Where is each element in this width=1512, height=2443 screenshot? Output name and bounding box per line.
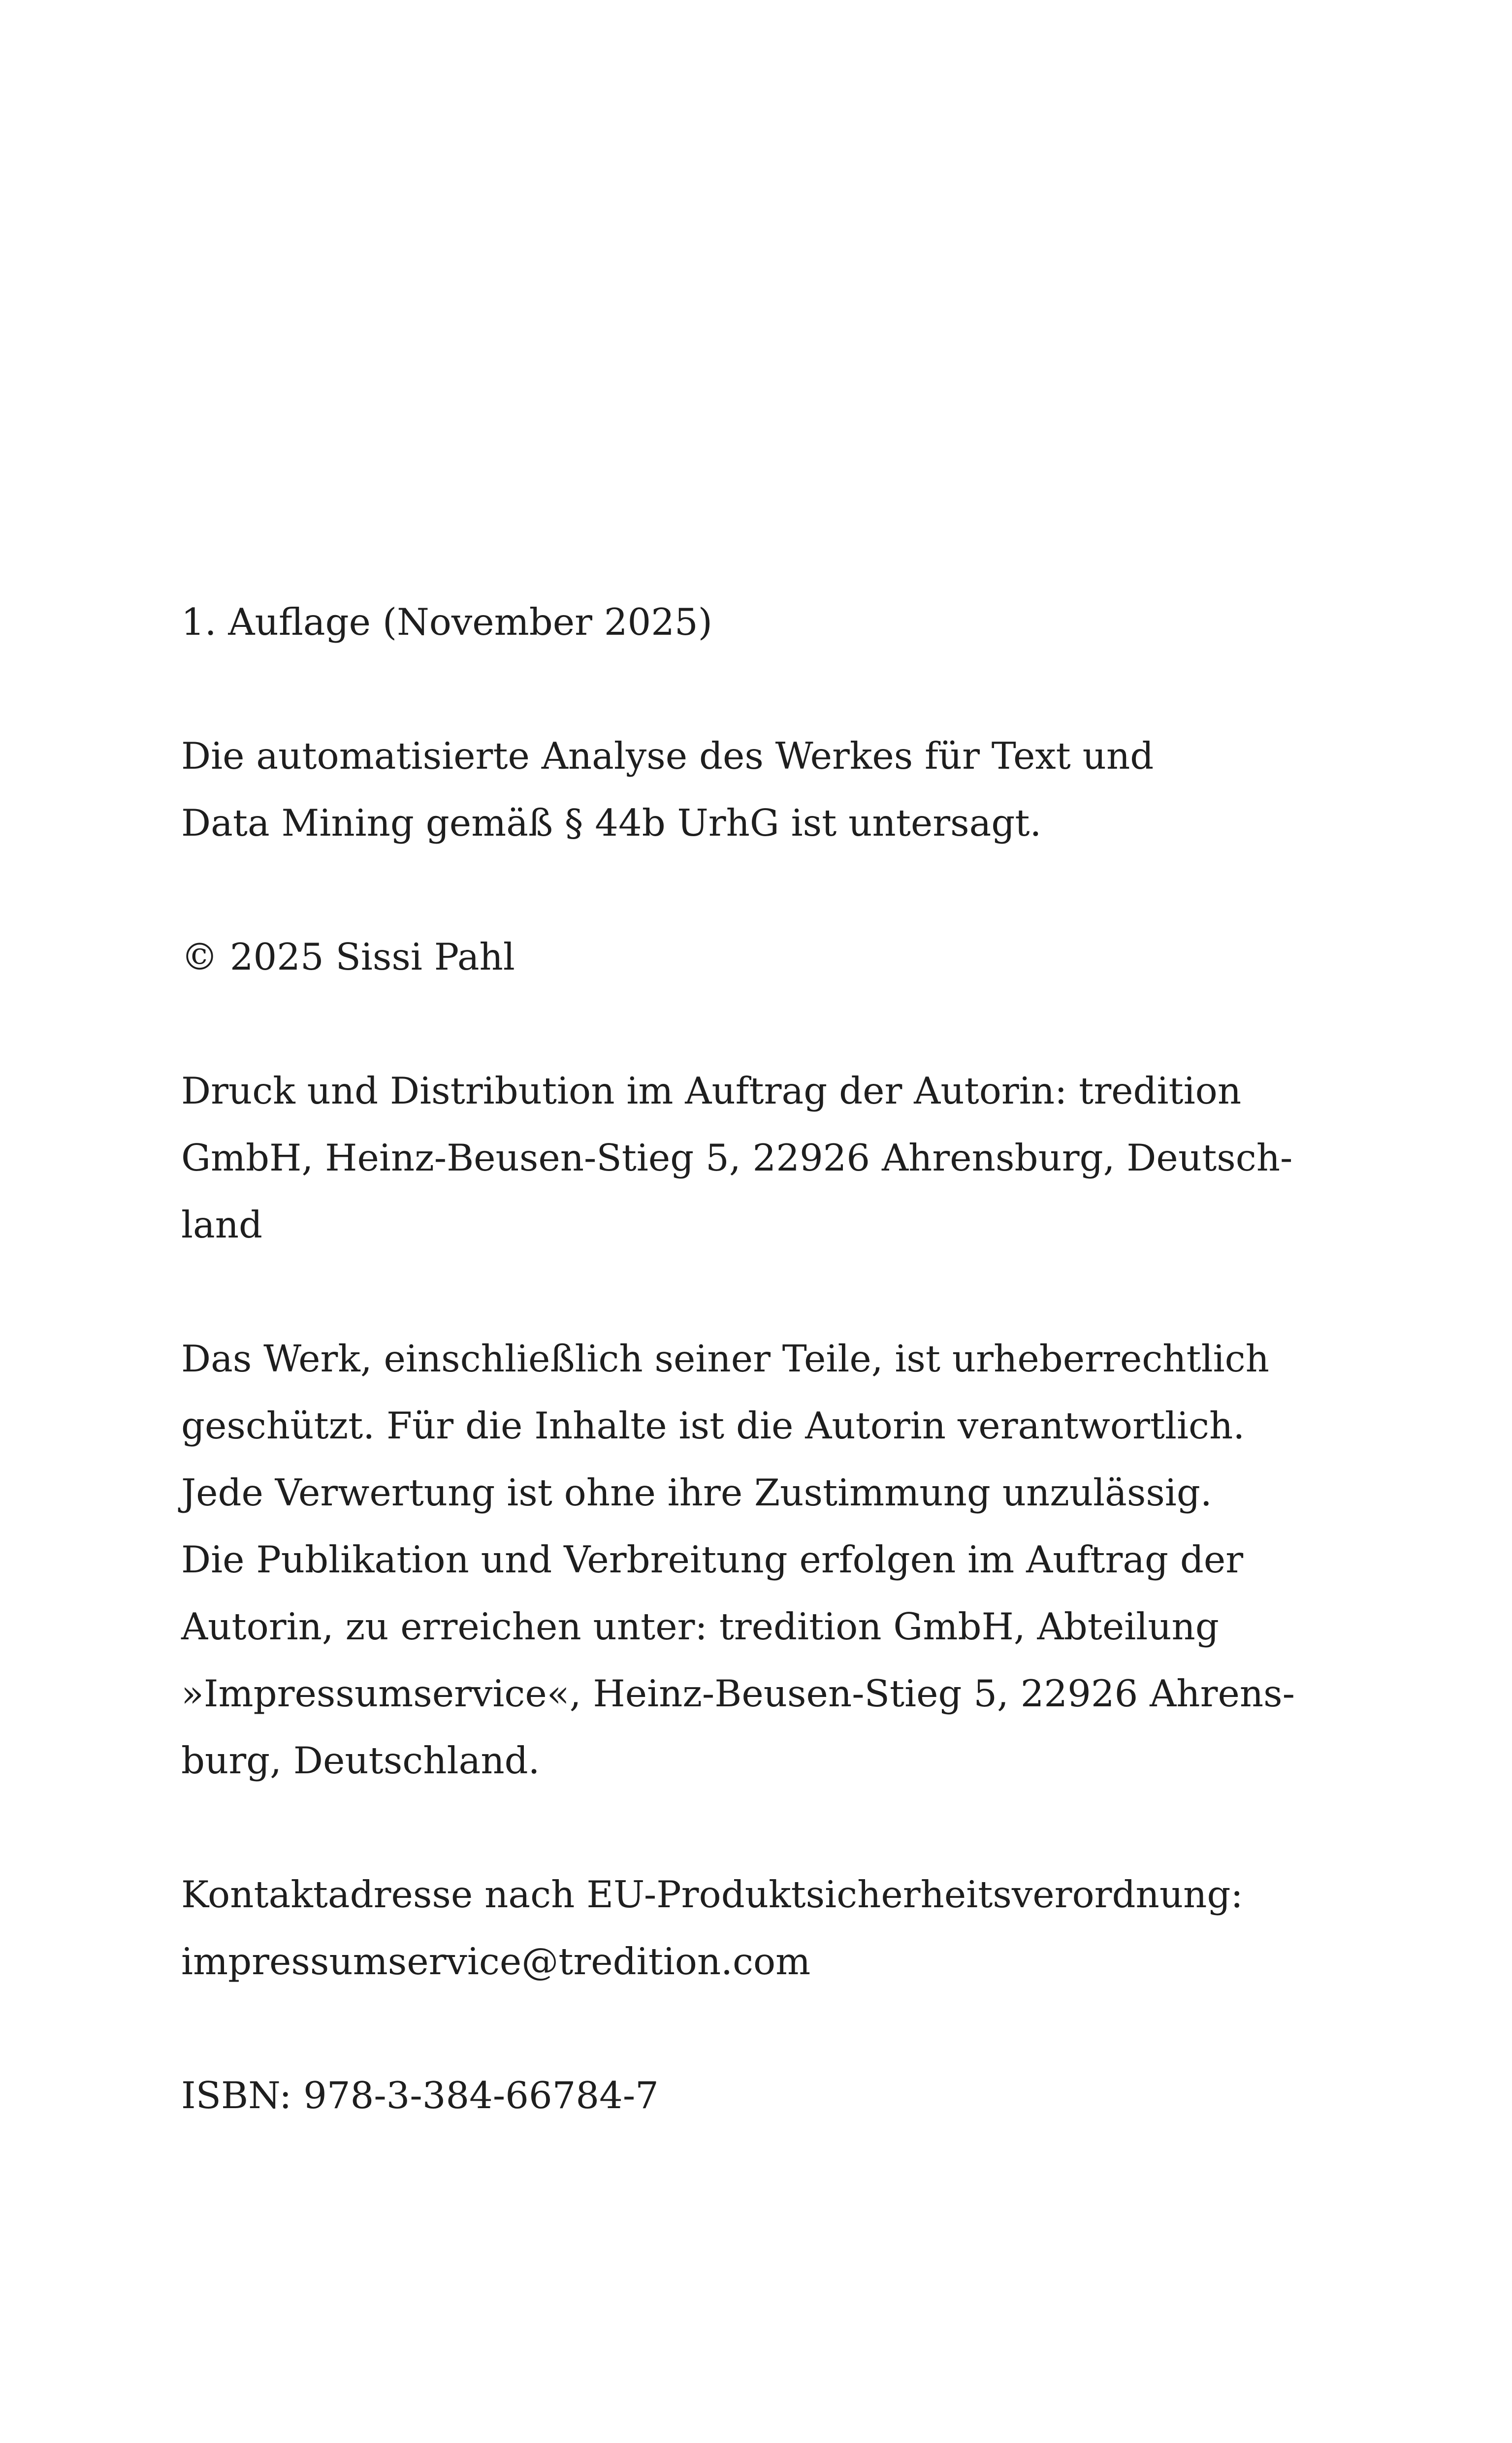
rights-notice-line: Das Werk, einschließlich seiner Teile, ist urheberrechtlich — [181, 1337, 1269, 1380]
print-distribution-line: GmbH, Heinz-Beusen-Stieg 5, 22926 Ahrensburg, Deutsch- — [181, 1136, 1293, 1179]
edition-line: 1. Auflage (November 2025) — [181, 600, 712, 644]
tdm-notice-paragraph — [181, 722, 1333, 856]
contact-line: Kontaktadresse nach EU-Produktsicherheitsverordnung: — [181, 1873, 1243, 1916]
rights-notice-line: »Impressumservice«, Heinz-Beusen-Stieg 5, 22926 Ahrens- — [181, 1672, 1295, 1715]
print-distribution-paragraph — [181, 1057, 1333, 1258]
tdm-notice-line: Data Mining gemäß § 44b UrhG ist untersagt. — [181, 801, 1042, 845]
edition-paragraph — [181, 588, 1333, 655]
imprint-text — [181, 588, 1333, 2196]
contact-email: impressumservice@tredition.com — [181, 1940, 811, 1983]
rights-notice-line: geschützt. Für die Inhalte ist die Autorin verantwortlich. — [181, 1404, 1245, 1447]
isbn-paragraph — [181, 2062, 1333, 2129]
copyright-line: © 2025 Sissi Pahl — [181, 935, 515, 978]
rights-notice-line: Autorin, zu erreichen unter: tredition GmbH, Abteilung — [181, 1605, 1219, 1648]
rights-notice-line: Jede Verwertung ist ohne ihre Zustimmung unzulässig. — [181, 1471, 1212, 1514]
tdm-notice-line: Die automatisierte Analyse des Werkes für Text und — [181, 734, 1154, 778]
rights-notice-line: burg, Deutschland. — [181, 1739, 540, 1782]
print-distribution-line: Druck und Distribution im Auftrag der Autorin: tredition — [181, 1069, 1242, 1112]
copyright-paragraph — [181, 923, 1333, 990]
contact-paragraph — [181, 1861, 1333, 1995]
rights-notice-paragraph — [181, 1325, 1333, 1794]
isbn-line: ISBN: 978-3-384-66784-7 — [181, 2074, 659, 2117]
rights-notice-line: Die Publikation und Verbreitung erfolgen im Auftrag der — [181, 1538, 1244, 1581]
print-distribution-line: land — [181, 1203, 263, 1246]
